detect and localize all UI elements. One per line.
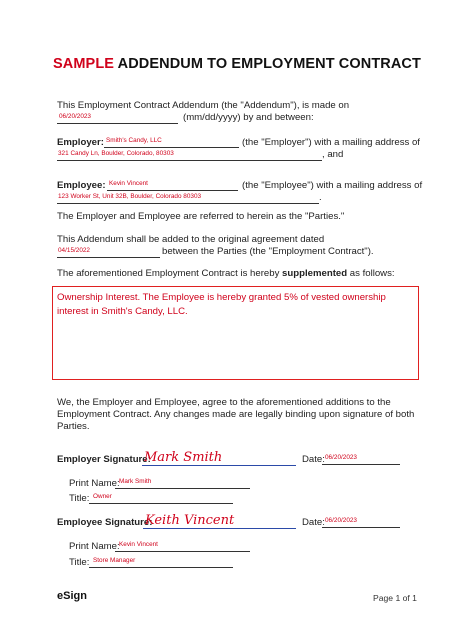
employer-title-field[interactable]	[89, 492, 233, 504]
agreement-line-3: Parties.	[57, 421, 90, 432]
employer-address-value: 321 Candy Ln, Boulder, Colorado, 80303	[58, 150, 174, 157]
employee-date-label: Date:	[302, 517, 325, 528]
employer-signature-field[interactable]	[142, 450, 296, 466]
intro-line: This Employment Contract Addendum (the "Addendum"), is made on	[57, 100, 350, 111]
employer-date-value: 06/20/2023	[325, 454, 357, 461]
employee-address-suffix: .	[319, 192, 322, 203]
original-date-value: 04/15/2022	[58, 247, 90, 254]
employer-name-suffix: (the "Employer") with a mailing address of	[242, 137, 420, 148]
employee-name-field[interactable]	[107, 179, 238, 191]
employee-address-value: 123 Worker St, Unit 32B, Boulder, Colorado 80303	[58, 193, 202, 200]
employer-print-name-value: Mark Smith	[119, 478, 152, 485]
employee-print-name-label: Print Name:	[69, 541, 120, 552]
original-date-suffix: between the Parties (the "Employment Contract").	[162, 246, 374, 257]
employee-date-value: 06/20/2023	[325, 517, 357, 524]
page-number: Page 1 of 1	[373, 593, 417, 603]
employer-title-label: Title:	[69, 493, 90, 504]
addendum-terms-text: Ownership Interest. The Employee is hereby granted 5% of vested ownership interest in Smith's Candy, LLC.	[57, 292, 386, 317]
employer-signature: Mark Smith	[144, 450, 223, 465]
employer-address-suffix: , and	[322, 149, 344, 160]
employee-date-field[interactable]	[322, 516, 400, 528]
sample-label: SAMPLE	[53, 56, 115, 72]
employer-title-value: Owner	[93, 493, 112, 500]
employee-signature-field[interactable]	[143, 513, 296, 529]
addendum-terms-box[interactable]	[52, 286, 419, 380]
employer-date-label: Date:	[302, 454, 325, 465]
parties-text: The Employer and Employee are referred to herein as the "Parties."	[57, 211, 345, 222]
employee-signature-label: Employee Signature:	[57, 517, 153, 528]
intro-date-suffix: (mm/dd/yyyy) by and between:	[183, 112, 314, 123]
employee-address-field[interactable]	[57, 192, 319, 204]
document-title	[0, 56, 474, 72]
supplement-keyword: supplemented	[282, 268, 348, 279]
intro-date-field[interactable]	[57, 112, 178, 124]
agreement-line-2: Employment Contract. Any changes made are legally binding upon signature of both	[57, 409, 415, 420]
esign-logo: eSign	[57, 590, 87, 602]
original-agreement-line: This Addendum shall be added to the original agreement dated	[57, 234, 325, 245]
employee-title-label: Title:	[69, 557, 90, 568]
employee-title-field[interactable]	[89, 556, 233, 568]
employee-title-value: Store Manager	[93, 557, 136, 564]
employee-name-suffix: (the "Employee") with a mailing address of	[242, 180, 423, 191]
employer-name-field[interactable]	[104, 136, 239, 148]
employer-date-field[interactable]	[322, 453, 400, 465]
supplement-line: The aforementioned Employment Contract is hereby supplemented as follows:	[57, 268, 395, 279]
intro-date-value: 06/20/2023	[59, 113, 91, 120]
employee-print-name-field[interactable]	[115, 540, 250, 552]
agreement-line-1: We, the Employer and Employee, agree to the aforementioned additions to the	[57, 397, 391, 408]
employer-address-field[interactable]	[57, 149, 322, 161]
employer-name-value: Smith's Candy, LLC	[106, 137, 162, 144]
title-text: ADDENDUM TO EMPLOYMENT CONTRACT	[117, 56, 421, 72]
employee-label: Employee:	[57, 180, 106, 191]
employee-name-value: Kevin Vincent	[109, 180, 148, 187]
original-date-field[interactable]	[57, 246, 160, 258]
employer-print-name-field[interactable]	[115, 477, 250, 489]
employer-label: Employer:	[57, 137, 104, 148]
employee-signature: Keith Vincent	[145, 513, 235, 528]
employee-print-name-value: Kevin Vincent	[119, 541, 158, 548]
employer-signature-label: Employer Signature:	[57, 454, 151, 465]
employer-print-name-label: Print Name:	[69, 478, 120, 489]
